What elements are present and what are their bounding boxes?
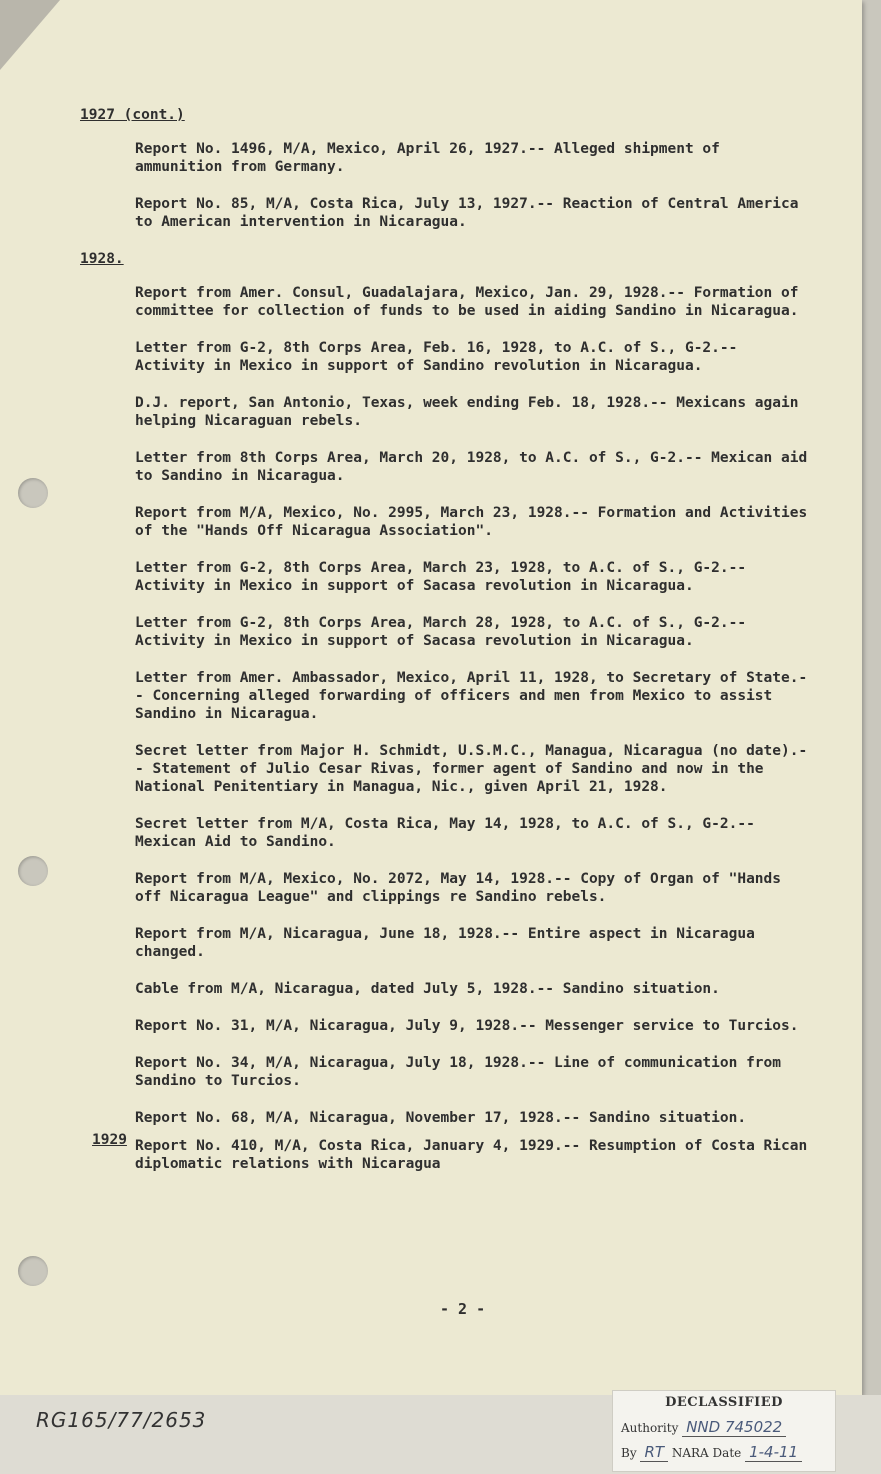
list-item: Report No. 1496, M/A, Mexico, April 26, 1927.-- Alleged shipment of ammunition from Germany. [135,141,720,175]
list-item: Report No. 31, M/A, Nicaragua, July 9, 1928.-- Messenger service to Turcios. [135,1018,799,1034]
nara-date-label: NARA Date [671,1446,742,1460]
list-item: Report No. 68, M/A, Nicaragua, November 17, 1928.-- Sandino situation. [135,1110,747,1126]
list-item: Report No. 410, M/A, Costa Rica, January 4, 1929.-- Resumption of Costa Rican diplomatic relations with Nicaragua [135,1138,808,1172]
punch-hole [18,478,48,508]
list-item: Report from M/A, Nicaragua, June 18, 1928.-- Entire aspect in Nicaragua changed. [135,926,755,960]
handwritten-record-group-note: RG165/77/2653 [36,1408,207,1432]
by-value: RT [640,1443,668,1462]
stamp-by-line [621,1443,802,1461]
heading-1929: 1929 [92,1132,127,1148]
declassified-stamp [612,1390,836,1472]
punch-hole [18,856,48,886]
list-item: Report No. 34, M/A, Nicaragua, July 18, 1928.-- Line of communication from Sandino to Turcios. [135,1055,782,1089]
list-item: Secret letter from M/A, Costa Rica, May 14, 1928, to A.C. of S., G-2.-- Mexican Aid to Sandino. [135,816,755,850]
list-item: Letter from G-2, 8th Corps Area, March 28, 1928, to A.C. of S., G-2.-- Activity in Mexico in support of Sacasa revolution in Nicaragua. [135,615,747,649]
section-1929 [80,1132,810,1173]
document-body [80,100,810,1192]
date-value: 1-4-11 [745,1443,802,1462]
list-item: Letter from 8th Corps Area, March 20, 1928, to A.C. of S., G-2.-- Mexican aid to Sandino in Nicaragua. [135,450,808,484]
by-label: By [621,1446,637,1460]
authority-label: Authority [621,1421,679,1435]
list-item: Letter from G-2, 8th Corps Area, Feb. 16, 1928, to A.C. of S., G-2.-- Activity in Mexico in support of Sandino revolution in Nicaragua. [135,340,738,374]
authority-value: NND 745022 [682,1418,786,1437]
heading-1927: 1927 (cont.) [80,107,185,123]
page-number: - 2 - [440,1300,486,1318]
list-item: D.J. report, San Antonio, Texas, week ending Feb. 18, 1928.-- Mexicans again helping Nicaraguan rebels. [135,395,799,429]
punch-hole [18,1256,48,1286]
heading-1928: 1928. [80,251,124,267]
stamp-title: DECLASSIFIED [665,1395,783,1410]
folded-corner [0,0,60,70]
list-item: Report from M/A, Mexico, No. 2995, March 23, 1928.-- Formation and Activities of the "Hands Off Nicaragua Association". [135,505,808,539]
list-item: Cable from M/A, Nicaragua, dated July 5, 1928.-- Sandino situation. [135,981,720,997]
stamp-authority-line [621,1418,786,1436]
list-item: Report from M/A, Mexico, No. 2072, May 14, 1928.-- Copy of Organ of "Hands off Nicaragua League" and clippings re Sandino rebels. [135,871,782,905]
list-item: Report from Amer. Consul, Guadalajara, Mexico, Jan. 29, 1928.-- Formation of committee for collection of funds to be used in aiding Sandino in Nicaragua. [135,285,799,319]
list-item: Letter from Amer. Ambassador, Mexico, April 11, 1928, to Secretary of State.-- Concerning alleged forwarding of officers and men from Mexico to assist Sandino in Nicaragua. [135,670,808,722]
list-item: Report No. 85, M/A, Costa Rica, July 13, 1927.-- Reaction of Central America to American intervention in Nicaragua. [135,196,799,230]
list-item: Letter from G-2, 8th Corps Area, March 23, 1928, to A.C. of S., G-2.-- Activity in Mexico in support of Sacasa revolution in Nicaragua. [135,560,747,594]
list-item: Secret letter from Major H. Schmidt, U.S.M.C., Managua, Nicaragua (no date).-- Statement of Julio Cesar Rivas, former agent of Sandino and now in the National Penitentiary in Managua, Nic., given April 21, 1928. [135,743,808,795]
